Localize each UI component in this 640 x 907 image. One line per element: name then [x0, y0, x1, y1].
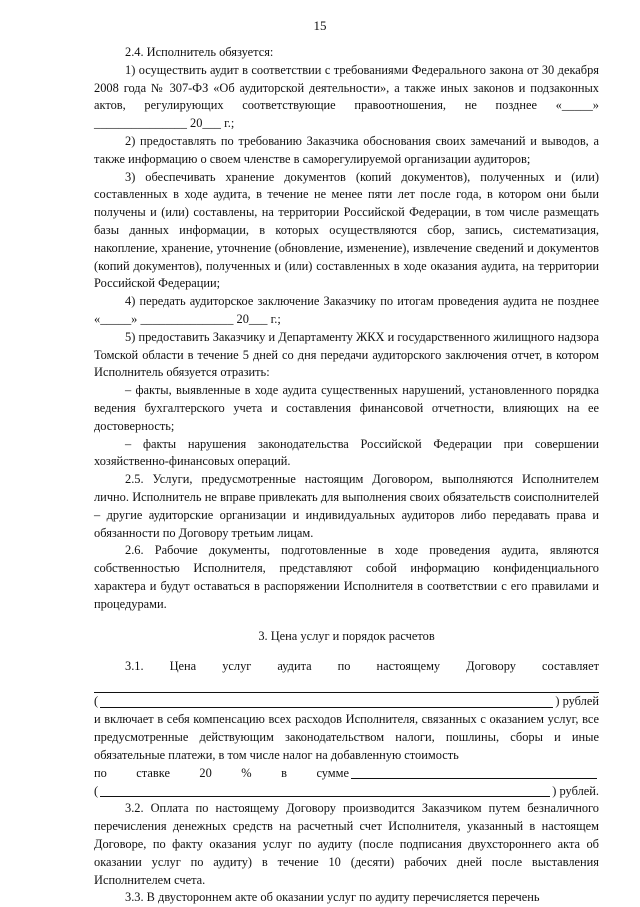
clause-2-4-1: 1) осуществить аудит в соответствии с требованиями Федерального закона от 30 декабря 2008 года № 307-ФЗ «Об аудиторской деятельности», а также иных законов и подзаконных актов, регулирующих соответствующие правоотношения, не позднее «_____» _______________ 20___ г.; — [94, 62, 599, 131]
price-rubles: ) рублей — [555, 694, 599, 709]
vat-words-blank — [100, 782, 550, 797]
price-words-blank — [100, 693, 553, 708]
vat-text: по ставке 20 % в сумме — [94, 765, 349, 780]
price-open-paren: ( — [94, 694, 99, 709]
clause-2-4-5-item-b: – факты нарушения законодательства Российской Федерации при совершении хозяйственно-финансовых операций. — [94, 436, 599, 469]
vat-line — [94, 764, 599, 782]
clause-3-3: 3.3. В двустороннем акте об оказании услуг по аудиту перечисляется перечень — [125, 890, 540, 905]
clause-3-1-continued: и включает в себя компенсацию всех расходов Исполнителя, связанных с оказанием услуг, все предусмотренные действующим законодательством налоги, пошлины, сборы и иные обязательные платежи, в том числе налог на добавленную стоимость — [94, 712, 599, 762]
page-number: 15 — [313, 18, 327, 33]
clause-2-4-5-item-a: – факты, выявленные в ходе аудита существенных нарушений, установленного порядка ведения бухгалтерского учета и составления финансовой отчетности, влияющих на ее достоверность; — [94, 383, 599, 433]
clause-2-4-2: 2) предоставлять по требованию Заказчика обоснования своих замечаний и выводов, а также информацию о своем членстве в саморегулируемой организации аудиторов; — [94, 133, 599, 166]
price-blank-line — [94, 676, 599, 693]
vat-words-line — [94, 782, 599, 800]
section-3-heading: 3. Цена услуг и порядок расчетов — [258, 628, 435, 643]
clause-2-5: 2.5. Услуги, предусмотренные настоящим Договором, выполняются Исполнителем лично. Исполнитель не вправе привлекать для выполнения своих обязательств соисполнителей – другие аудиторские организации и индивидуальных аудиторов либо передавать права и обязанности по Договору третьим лицам. — [94, 472, 599, 540]
clause-3-2: 3.2. Оплата по настоящему Договору производится Заказчиком путем безналичного перечисления денежных средств на расчетный счет Исполнителя, указанный в настоящем Договоре, по факту оказания услуг по аудиту (после подписания двухстороннего акта об оказании услуг по аудиту) в течение 10 (десяти) рабочих дней после выставления Исполнителем счета. — [94, 801, 599, 887]
clause-2-4-4: 4) передать аудиторское заключение Заказчику по итогам проведения аудита не позднее «_____» _______________ 20___ г.; — [94, 294, 599, 326]
clause-3-1: 3.1. Цена услуг аудита по настоящему Договору составляет — [125, 659, 599, 674]
price-words-line — [94, 693, 599, 711]
clause-2-6: 2.6. Рабочие документы, подготовленные в ходе проведения аудита, являются собственностью Исполнителя, представляют собой информацию конфиденциального характера и будут оставаться в распоряжении Исполнителя в соответствии с его правилами и процедурами. — [94, 543, 599, 611]
clause-2-4-3: 3) обеспечивать хранение документов (копий документов), полученных и (или) составленных в ходе аудита, в течение не менее пяти лет после года, в котором они были получены и (или) составлены, на территории Российской Федерации, в том числе размещать базы данных информации, в которых осуществляются сбор, запись, систематизация, накопление, хранение, уточнение (обновление, изменение), извлечение сведений и документов (копий документов), полученных и (или) составленных в ходе оказания аудита, на территории Российской Федерации; — [94, 169, 599, 291]
clause-2-4: 2.4. Исполнитель обязуется: — [125, 45, 274, 59]
vat-open-paren: ( — [94, 783, 99, 798]
clause-2-4-5: 5) предоставить Заказчику и Департаменту ЖКХ и государственного жилищного надзора Томской области в течение 5 дней со дня передачи аудиторского заключения отчет, в котором Исполнитель обязуется отразить: — [94, 329, 599, 380]
document-body — [94, 44, 599, 907]
vat-amount-blank — [351, 764, 597, 779]
vat-rubles: ) рублей. — [552, 783, 599, 798]
